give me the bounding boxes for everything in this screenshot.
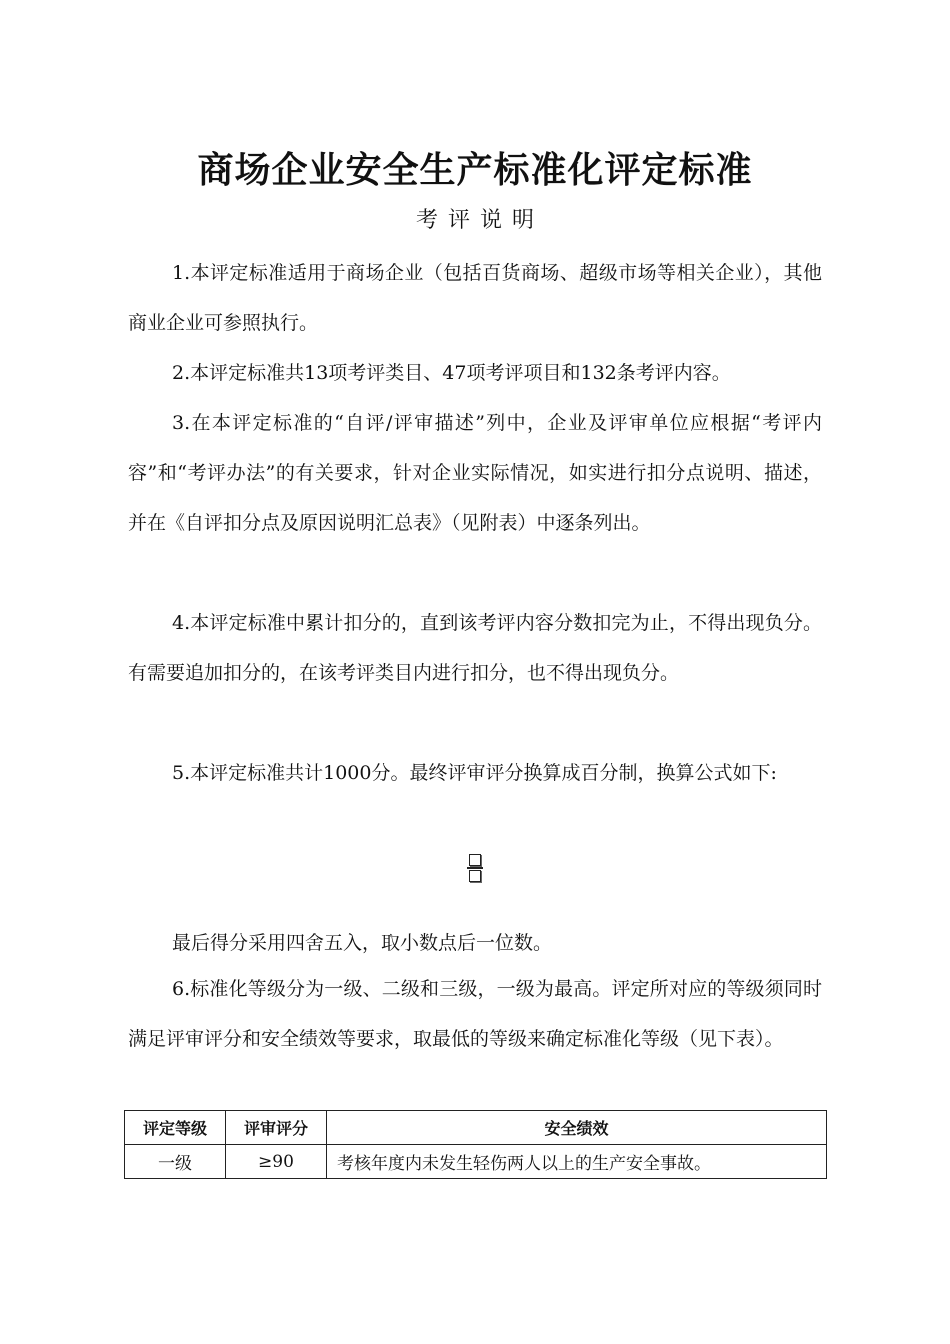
- table-cell-performance: 考核年度内未发生轻伤两人以上的生产安全事故。: [327, 1145, 827, 1179]
- paragraph-4: 4.本评定标准中累计扣分的，直到该考评内容分数扣完为止，不得出现负分。有需要追加扣分的，在该考评类目内进行扣分，也不得出现负分。: [128, 612, 822, 684]
- table-header-row: [125, 1111, 827, 1145]
- paragraph-2: 2.本评定标准共13项考评类目、47项考评项目和132条考评内容。: [172, 362, 731, 384]
- paragraph-5: 5.本评定标准共计1000分。最终评审评分换算成百分制，换算公式如下:: [172, 762, 777, 784]
- paragraph-rounding: 最后得分采用四舍五入，取小数点后一位数。: [172, 932, 553, 954]
- formula-numerator-box: [469, 854, 481, 866]
- document-subtitle: 考评说明: [415, 208, 544, 233]
- formula-fraction-bar: [467, 867, 483, 869]
- table-row: [125, 1145, 827, 1179]
- table-cell-score: ≥90: [226, 1145, 327, 1179]
- table-header-performance: 安全绩效: [327, 1111, 827, 1145]
- formula-placeholder-icon: [464, 848, 486, 888]
- formula-denominator-box: [469, 870, 481, 882]
- table-cell-grade: 一级: [125, 1145, 226, 1179]
- paragraph-3: 3.在本评定标准的“自评/评审描述”列中，企业及评审单位应根据“考评内容”和“考评办法”的有关要求，针对企业实际情况，如实进行扣分点说明、描述，并在《自评扣分点及原因说明汇总表》（见附表）中逐条列出。: [128, 412, 822, 534]
- paragraph-6: 6.标准化等级分为一级、二级和三级，一级为最高。评定所对应的等级须同时满足评审评分和安全绩效等要求，取最低的等级来确定标准化等级（见下表）。: [128, 978, 822, 1050]
- document-title: 商场企业安全生产标准化评定标准: [197, 149, 753, 191]
- table-header-score: 评审评分: [226, 1111, 327, 1145]
- paragraph-1: 1.本评定标准适用于商场企业（包括百货商场、超级市场等相关企业），其他商业企业可参照执行。: [128, 262, 822, 334]
- table-header-grade: 评定等级: [125, 1111, 226, 1145]
- grade-table: [124, 1110, 827, 1179]
